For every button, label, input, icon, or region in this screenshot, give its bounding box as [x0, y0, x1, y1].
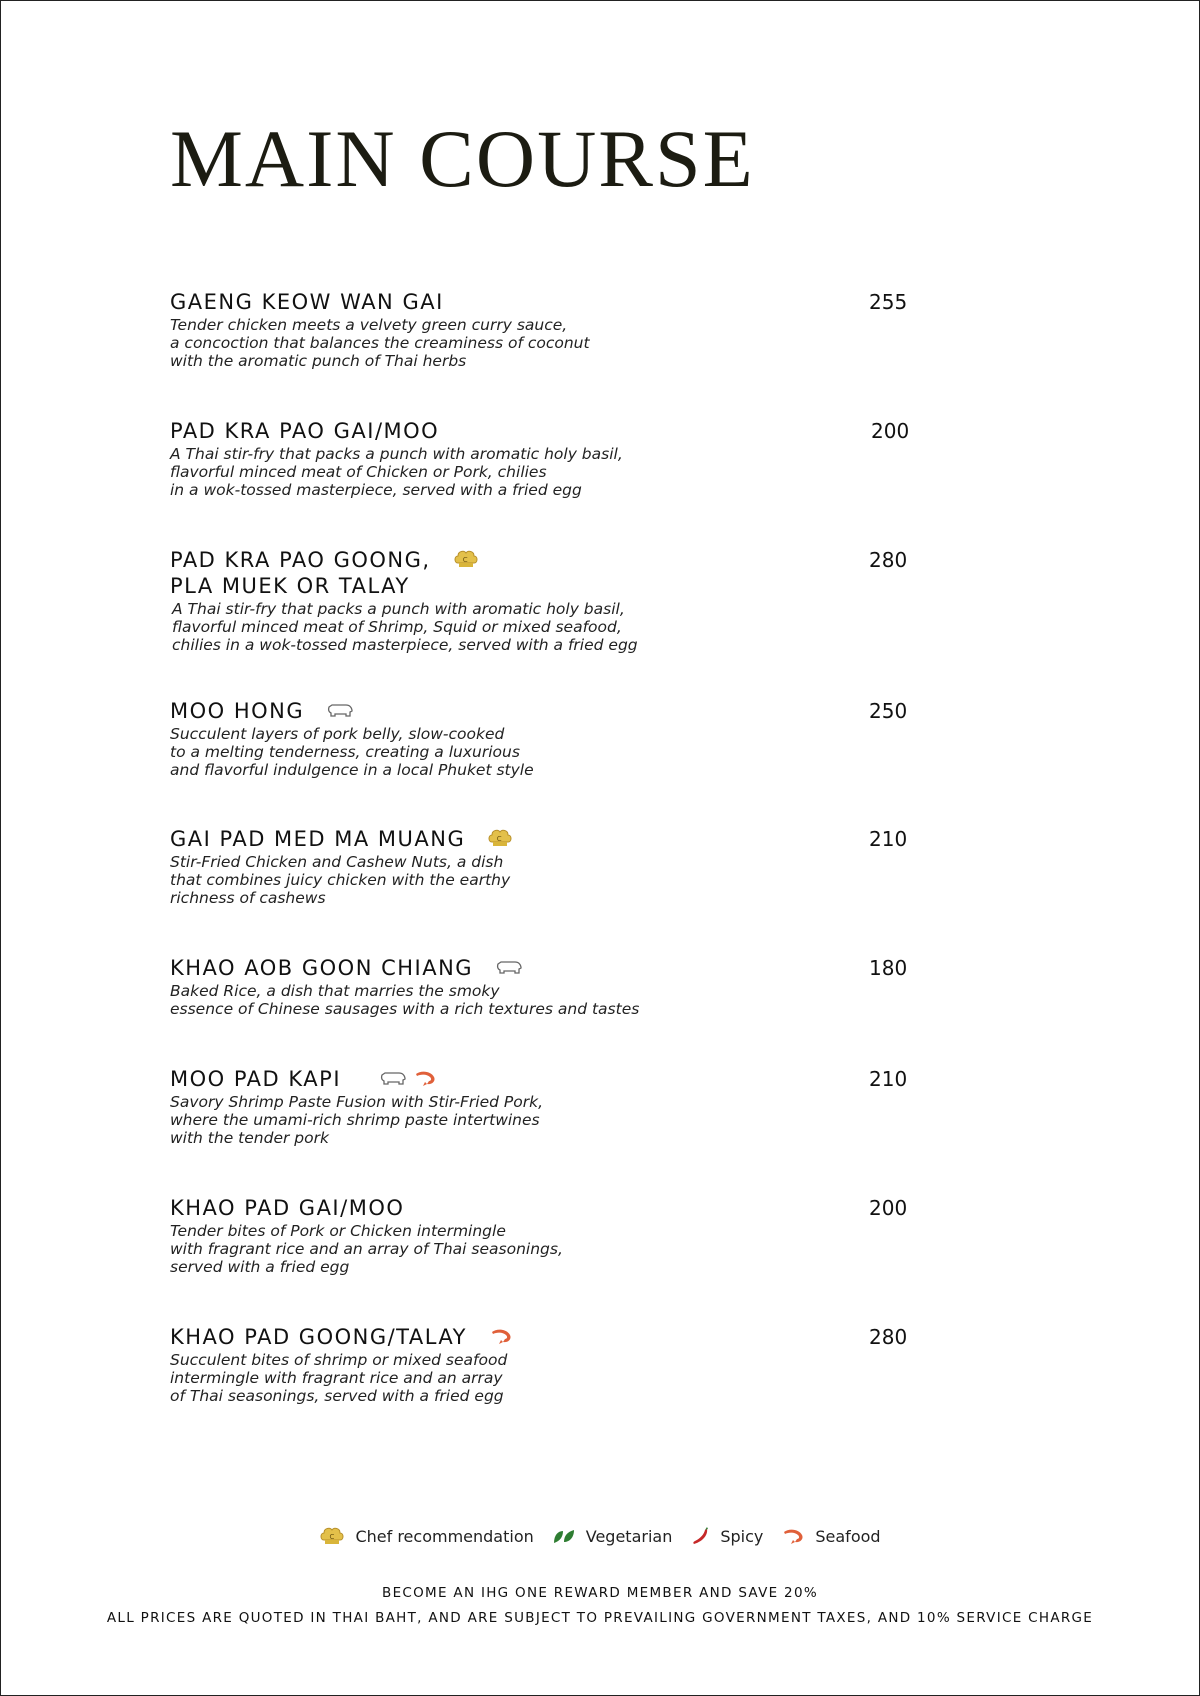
pork-icon — [379, 1069, 407, 1087]
promo-note: BECOME AN IHG ONE REWARD MEMBER AND SAVE 20% — [382, 1585, 818, 1601]
item-price: 255 — [869, 290, 908, 314]
item-price: 200 — [871, 419, 910, 443]
menu-item — [170, 289, 908, 370]
spicy-icon — [690, 1526, 710, 1546]
item-description: Tender bites of Pork or Chicken intermingle with fragrant rice and an array of Thai seasonings, served with a fried egg — [170, 1222, 563, 1276]
seafood-icon — [489, 1327, 513, 1345]
legend-label: Spicy — [720, 1526, 764, 1546]
item-name: KHAO AOB GOON CHIANG — [170, 955, 790, 981]
item-name: PAD KRA PAO GAI/MOO — [170, 419, 440, 443]
page-title: MAIN COURSE — [170, 113, 755, 204]
legend-seafood — [781, 1527, 880, 1546]
menu-item — [170, 698, 908, 779]
item-description: Tender chicken meets a velvety green curry sauce, a concoction that balances the creaminess of coconut with the aromatic punch of Thai herbs — [170, 316, 590, 370]
item-description: A Thai stir-fry that packs a punch with aromatic holy basil, flavorful minced meat of Chicken or Pork, chilies in a wok-tossed masterpiece, served with a fried egg — [170, 445, 623, 499]
chef-recommendation-icon — [487, 828, 513, 848]
item-name: KHAO PAD GAI/MOO — [170, 1196, 405, 1220]
item-description: Succulent bites of shrimp or mixed seafood intermingle with fragrant rice and an array of Thai seasonings, served with a fried egg — [170, 1351, 508, 1405]
item-description: Savory Shrimp Paste Fusion with Stir-Fried Pork, where the umami-rich shrimp paste intertwines with the tender pork — [170, 1093, 544, 1147]
legend-label: Chef recommendation — [355, 1526, 534, 1546]
chef-recommendation-icon — [453, 549, 479, 569]
price-note: ALL PRICES ARE QUOTED IN THAI BAHT, AND ARE SUBJECT TO PREVAILING GOVERNMENT TAXES, AND 10% SERVICE CHARGE — [106, 1610, 1094, 1626]
legend-chef — [319, 1526, 533, 1546]
item-price: 210 — [869, 1067, 908, 1091]
menu-item — [170, 1066, 908, 1147]
item-description: Succulent layers of pork belly, slow-cooked to a melting tenderness, creating a luxurious and flavorful indulgence in a local Phuket style — [170, 725, 534, 779]
pork-icon — [326, 701, 354, 719]
item-name: KHAO PAD GOONG/TALAY — [170, 1324, 790, 1350]
chef-recommendation-icon — [319, 1526, 345, 1546]
item-price: 280 — [869, 1325, 908, 1349]
item-name: MOO HONG — [170, 698, 790, 724]
item-name: GAENG KEOW WAN GAI — [170, 290, 444, 314]
item-description: Baked Rice, a dish that marries the smoky essence of Chinese sausages with a rich textures and tastes — [170, 982, 640, 1018]
item-price: 250 — [869, 699, 908, 723]
item-price: 280 — [869, 548, 908, 572]
item-name: MOO PAD KAPI — [170, 1066, 790, 1092]
seafood-icon — [781, 1527, 805, 1545]
svg-text:C: C — [330, 1533, 335, 1541]
item-name-line2: PLA MUEK OR TALAY — [170, 574, 410, 598]
menu-item — [170, 418, 910, 499]
item-description: Stir-Fried Chicken and Cashew Nuts, a dish that combines juicy chicken with the earthy richness of cashews — [170, 853, 511, 907]
svg-text:C: C — [462, 556, 469, 564]
menu-item — [170, 826, 908, 907]
menu-item — [170, 1324, 908, 1405]
svg-text:C: C — [497, 835, 504, 843]
item-description: A Thai stir-fry that packs a punch with aromatic holy basil, flavorful minced meat of Shrimp, Squid or mixed seafood, chilies in a wok-tossed masterpiece, served with a fried egg — [172, 600, 638, 654]
pork-icon — [495, 958, 523, 976]
item-price: 200 — [869, 1196, 908, 1220]
seafood-icon — [413, 1069, 437, 1087]
menu-item — [170, 955, 908, 1018]
vegetarian-icon — [552, 1527, 576, 1545]
legend-label: Vegetarian — [585, 1526, 673, 1546]
item-name: GAI PAD MED MA MUANG C — [170, 826, 790, 852]
menu-item — [170, 1195, 908, 1276]
item-name: PAD KRA PAO GOONG, C — [170, 547, 790, 573]
icon-legend — [0, 1526, 1200, 1546]
item-price: 180 — [869, 956, 908, 980]
menu-item — [170, 547, 908, 654]
item-price: 210 — [869, 827, 908, 851]
legend-label: Seafood — [815, 1526, 881, 1546]
legend-spicy — [690, 1526, 763, 1546]
legend-vegetarian — [552, 1527, 673, 1546]
